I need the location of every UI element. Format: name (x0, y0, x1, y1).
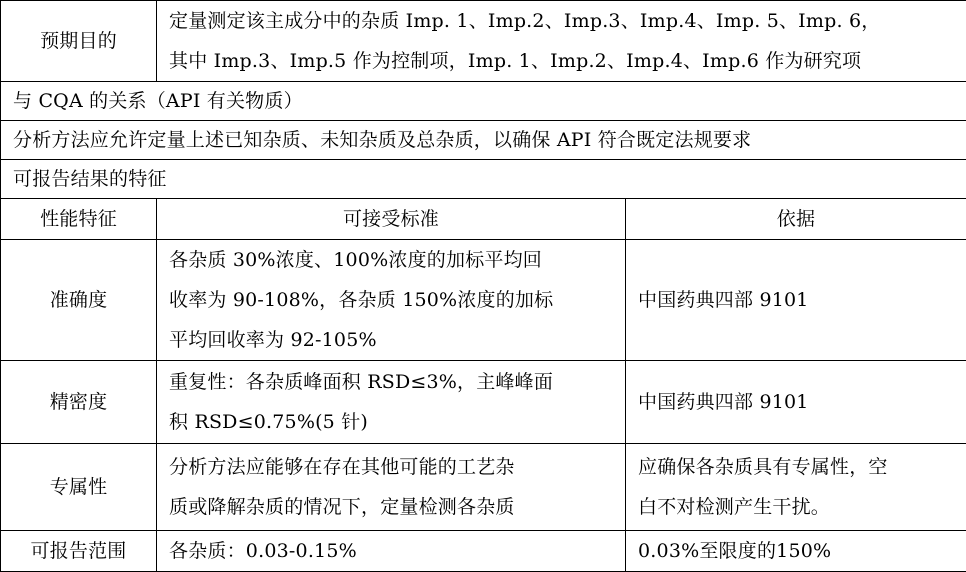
header-acceptance: 可接受标准 (157, 199, 626, 240)
cqa-relation-text: 与 CQA 的关系（API 有关物质） (1, 82, 966, 121)
reportable-range-row (1, 531, 966, 572)
requirement-row (1, 121, 966, 160)
characteristic-cell: 专属性 (1, 444, 157, 531)
purpose-line-2: 其中 Imp.3、Imp.5 作为控制项，Imp. 1、Imp.2、Imp.4、Imp.6 作为研究项 (169, 50, 862, 72)
characteristic-cell: 精密度 (1, 361, 157, 444)
accuracy-row (1, 240, 966, 361)
basis-cell (626, 361, 966, 444)
criteria-line: 各杂质 30%浓度、100%浓度的加标平均回 (169, 249, 542, 271)
criteria-line: 积 RSD≤0.75%(5 针) (169, 411, 369, 433)
cqa-row (1, 82, 966, 121)
purpose-row (1, 1, 966, 82)
basis-line: 应确保各杂质具有专属性，空 (638, 456, 888, 478)
basis-cell (626, 531, 966, 572)
characteristic-cell: 准确度 (1, 240, 157, 361)
criteria-cell (157, 444, 626, 531)
header-performance: 性能特征 (1, 199, 157, 240)
requirement-text: 分析方法应允许定量上述已知杂质、未知杂质及总杂质，以确保 API 符合既定法规要求 (1, 121, 966, 160)
purpose-label: 预期目的 (1, 1, 157, 82)
basis-line: 中国药典四部 9101 (638, 289, 809, 311)
basis-line: 0.03%至限度的150% (638, 540, 832, 562)
criteria-cell (157, 361, 626, 444)
characteristic-cell: 可报告范围 (1, 531, 157, 572)
basis-line: 白不对检测产生干扰。 (638, 496, 831, 518)
reportable-features-row (1, 160, 966, 199)
criteria-line: 重复性：各杂质峰面积 RSD≤3%，主峰峰面 (169, 371, 554, 393)
criteria-line: 各杂质：0.03-0.15% (169, 540, 357, 562)
basis-cell (626, 240, 966, 361)
header-row (1, 199, 966, 240)
criteria-line: 分析方法应能够在存在其他可能的工艺杂 (169, 456, 515, 478)
basis-line: 中国药典四部 9101 (638, 391, 809, 413)
criteria-cell (157, 240, 626, 361)
criteria-line: 收率为 90-108%，各杂质 150%浓度的加标 (169, 289, 554, 311)
header-basis: 依据 (626, 199, 966, 240)
basis-cell (626, 444, 966, 531)
purpose-text (157, 1, 966, 82)
precision-row (1, 361, 966, 444)
criteria-line: 平均回收率为 92-105% (169, 329, 377, 351)
reportable-features-text: 可报告结果的特征 (1, 160, 966, 199)
criteria-line: 质或降解杂质的情况下，定量检测各杂质 (169, 496, 515, 518)
specificity-row (1, 444, 966, 531)
purpose-line-1: 定量测定该主成分中的杂质 Imp. 1、Imp.2、Imp.3、Imp.4、Imp. 5、Imp. 6， (169, 10, 881, 32)
criteria-cell (157, 531, 626, 572)
